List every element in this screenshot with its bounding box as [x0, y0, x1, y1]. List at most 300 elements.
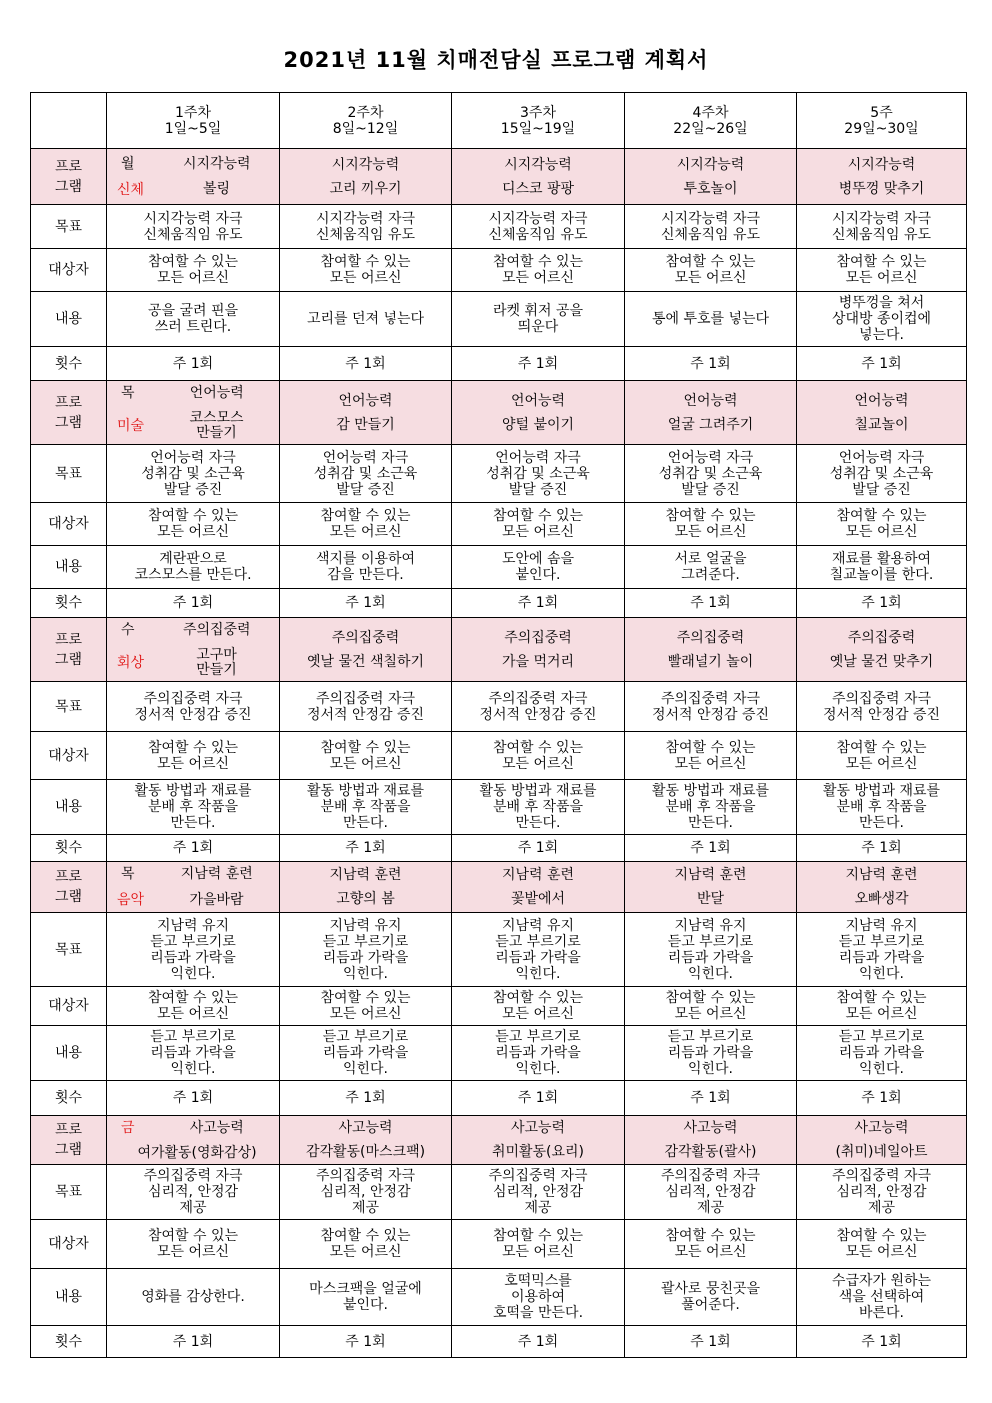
- program-activity: 고향의 봄: [336, 891, 395, 907]
- content-cell-line: 영화를 감상한다.: [141, 1289, 245, 1305]
- goal-cell-line: 심리적, 안정감: [836, 1184, 927, 1200]
- target-cell-line: 참여할 수 있는: [147, 1228, 239, 1244]
- program-label-line: 프로: [54, 631, 83, 648]
- week-label: 1주차: [175, 104, 211, 121]
- target-cell-line: 모든 어르신: [674, 1244, 747, 1260]
- goal-cell-line: 신체움직임 유도: [488, 226, 588, 243]
- content-label: 내용: [31, 1269, 107, 1326]
- goal-cell-line: 정서적 안정감 증진: [479, 706, 597, 723]
- goal-label: 목표: [31, 682, 107, 732]
- goal-cell-line: 주의집중력 자극: [315, 690, 416, 707]
- program-activity: 감각활동(마스크팩): [305, 1144, 426, 1160]
- goal-cell-line: 제공: [351, 1200, 380, 1216]
- goal-cell-line: 주의집중력 자극: [143, 690, 243, 707]
- program-activity: 칠교놀이: [854, 416, 909, 433]
- program-activity: 병뚜껑 맞추기: [838, 180, 925, 197]
- goal-cell-line: 발달 증진: [163, 481, 223, 498]
- target-cell: [797, 503, 967, 546]
- target-cell: [797, 1220, 967, 1269]
- program-label-line: 그램: [54, 1142, 83, 1158]
- content-cell-line: 띄운다: [517, 319, 559, 335]
- goal-cell-line: 지남력 유지: [845, 917, 918, 934]
- program-label-line: 프로: [54, 158, 83, 175]
- program-row: [31, 1116, 967, 1165]
- program-area: 언어능력: [189, 384, 244, 401]
- goal-label: 목표: [31, 205, 107, 249]
- program-area: 주의집중력: [331, 629, 400, 646]
- content-cell-line: 도안에 솜을: [501, 551, 575, 567]
- content-cell-line: 색을 선택하여: [838, 1289, 925, 1305]
- target-cell-line: 참여할 수 있는: [836, 254, 927, 270]
- goal-cell-line: 발달 증진: [852, 481, 911, 498]
- program-row: [31, 618, 967, 682]
- goal-cell: [797, 682, 967, 732]
- content-cell: [280, 546, 452, 589]
- content-cell-line: 넣는다.: [858, 327, 905, 343]
- target-cell: [625, 503, 797, 546]
- target-cell-line: 참여할 수 있는: [320, 254, 411, 270]
- program-area: 주의집중력: [676, 629, 745, 646]
- content-cell: [625, 780, 797, 835]
- goal-cell: [625, 1165, 797, 1220]
- goal-cell-line: 지남력 유지: [156, 917, 230, 934]
- program-label-line: 프로: [54, 869, 83, 885]
- target-cell: [107, 503, 280, 546]
- week-label: 3주차: [520, 104, 556, 121]
- content-cell: [797, 1026, 967, 1081]
- program-activity-line: 만들기: [196, 424, 237, 441]
- program-activity: 얼굴 그려주기: [667, 416, 754, 433]
- goal-cell-line: 시지각능력 자극: [488, 210, 588, 227]
- program-cell: [280, 862, 452, 913]
- content-cell-line: 재료를 활용하여: [831, 551, 932, 567]
- target-cell: [797, 732, 967, 780]
- program-label: [31, 149, 107, 205]
- target-cell-line: 모든 어르신: [845, 270, 918, 286]
- goal-cell-line: 익힌다.: [858, 965, 905, 982]
- goal-cell-line: 제공: [179, 1200, 207, 1216]
- target-cell: [452, 732, 625, 780]
- program-cell: [797, 381, 967, 445]
- program-day: 목: [121, 384, 135, 401]
- week-header-row: [31, 93, 967, 149]
- target-cell-line: 모든 어르신: [501, 524, 575, 540]
- program-activity: [156, 648, 277, 678]
- goal-cell-line: 리듬과 가락을: [322, 949, 409, 966]
- content-cell-line: 붙인다.: [515, 567, 561, 583]
- program-type-line: [109, 1146, 277, 1161]
- program-label-line: 그램: [54, 889, 83, 905]
- program-cell: [625, 149, 797, 205]
- program-cell: [797, 618, 967, 682]
- program-type-line: [109, 182, 277, 198]
- content-cell-line: 듣고 부르기로: [495, 1029, 581, 1045]
- program-activity: 옛날 물건 맞추기: [829, 653, 934, 670]
- target-cell-line: 모든 어르신: [329, 270, 402, 286]
- target-cell-line: 모든 어르신: [501, 755, 575, 772]
- content-cell: [625, 292, 797, 347]
- goal-row: [31, 205, 967, 249]
- program-cell: [625, 862, 797, 913]
- content-cell-line: 익힌다.: [515, 1061, 561, 1077]
- content-cell-line: 활동 방법과 재료를: [134, 783, 252, 799]
- count-cell: 주 1회: [280, 1081, 452, 1116]
- content-cell-line: 상대방 종이컵에: [831, 311, 932, 327]
- goal-cell-line: 지남력 유지: [674, 917, 747, 934]
- target-cell: [625, 249, 797, 292]
- content-cell-line: 듣고 부르기로: [150, 1029, 236, 1045]
- goal-cell: [452, 1165, 625, 1220]
- content-cell: [797, 292, 967, 347]
- target-cell-line: 모든 어르신: [156, 270, 230, 286]
- week-header: [280, 93, 452, 149]
- target-label: 대상자: [31, 732, 107, 780]
- content-cell: [797, 1269, 967, 1326]
- content-cell-line: 호떡믹스를: [504, 1273, 572, 1289]
- target-cell-line: 참여할 수 있는: [147, 254, 239, 270]
- goal-cell-line: 발달 증진: [508, 481, 568, 498]
- goal-cell-line: 성취감 및 소근육: [141, 465, 245, 482]
- program-cell: [625, 381, 797, 445]
- target-cell-line: 모든 어르신: [156, 524, 230, 540]
- goal-cell: [280, 913, 452, 987]
- content-label: 내용: [31, 546, 107, 589]
- target-cell-line: 참여할 수 있는: [665, 254, 756, 270]
- program-activity: 여가활동(영화감상): [137, 1144, 257, 1161]
- count-label: 횟수: [31, 1326, 107, 1358]
- target-cell-line: 모든 어르신: [845, 755, 918, 772]
- target-cell-line: 참여할 수 있는: [492, 990, 584, 1006]
- content-cell: [452, 292, 625, 347]
- program-area: 시지각능력: [676, 156, 745, 173]
- goal-cell-line: 익힌다.: [170, 965, 216, 982]
- target-cell-line: 모든 어르신: [845, 524, 918, 540]
- goal-cell: [625, 205, 797, 249]
- content-label: 내용: [31, 780, 107, 835]
- program-activity-line: 코스모스: [189, 409, 244, 426]
- page-title: 2021년 11월 치매전담실 프로그램 계획서: [283, 48, 709, 72]
- goal-cell-line: 성취감 및 소근육: [486, 465, 590, 482]
- target-cell-line: 참여할 수 있는: [665, 990, 756, 1006]
- target-cell-line: 모든 어르신: [845, 1006, 918, 1022]
- program-activity: 꽃밭에서: [510, 891, 566, 907]
- content-cell: [452, 1026, 625, 1081]
- content-cell: [280, 780, 452, 835]
- content-cell-line: 호떡을 만든다.: [492, 1305, 584, 1321]
- content-cell-line: 고리를 던져 넣는다: [306, 311, 425, 327]
- goal-cell-line: 리듬과 가락을: [495, 949, 581, 966]
- goal-cell-line: 정서적 안정감 증진: [306, 706, 425, 723]
- content-cell-line: 분배 후 작품을: [147, 799, 239, 815]
- content-cell-line: 리듬과 가락을: [495, 1045, 581, 1061]
- target-cell-line: 참여할 수 있는: [836, 1228, 927, 1244]
- count-cell: 주 1회: [452, 1081, 625, 1116]
- program-plan-table: [30, 92, 967, 1358]
- program-type: 음악: [117, 892, 145, 908]
- content-cell: [107, 1026, 280, 1081]
- content-cell-line: 수급자가 원하는: [831, 1273, 932, 1289]
- goal-cell-line: 신체움직임 유도: [143, 226, 243, 243]
- program-area: 사고능력: [854, 1120, 909, 1136]
- content-cell-line: 만든다.: [687, 815, 734, 831]
- goal-cell-line: 성취감 및 소근육: [313, 465, 418, 482]
- program-activity-line: 만들기: [196, 661, 237, 678]
- target-row: [31, 503, 967, 546]
- program-cell-week1: [107, 1116, 280, 1165]
- goal-cell: [107, 205, 280, 249]
- program-row: [31, 149, 967, 205]
- content-cell-line: 서로 얼굴을: [674, 551, 747, 567]
- content-cell-line: 리듬과 가락을: [322, 1045, 409, 1061]
- goal-cell: [107, 1165, 280, 1220]
- program-activity: 감각활동(괄사): [664, 1144, 757, 1160]
- program-activity: (취미)네일아트: [835, 1144, 928, 1160]
- content-row: [31, 1269, 967, 1326]
- program-activity: [156, 411, 277, 441]
- program-area: 시지각능력: [182, 155, 251, 172]
- week-header: [625, 93, 797, 149]
- week-header: [107, 93, 280, 149]
- program-cell: [797, 862, 967, 913]
- goal-cell-line: 신체움직임 유도: [315, 226, 416, 243]
- goal-cell-line: 듣고 부르기로: [150, 933, 236, 950]
- goal-cell: [452, 205, 625, 249]
- target-cell: [280, 503, 452, 546]
- goal-cell-line: 주의집중력 자극: [831, 1168, 932, 1184]
- content-cell-line: 이용하여: [510, 1289, 566, 1305]
- target-row: [31, 732, 967, 780]
- count-cell: 주 1회: [107, 589, 280, 618]
- program-area: 언어능력: [854, 392, 909, 409]
- goal-cell: [625, 682, 797, 732]
- goal-cell-line: 시지각능력 자극: [143, 210, 243, 227]
- week-dates: 22일~26일: [673, 120, 748, 137]
- program-day: 수: [121, 621, 135, 638]
- goal-cell-line: 정서적 안정감 증진: [822, 706, 941, 723]
- target-row: [31, 249, 967, 292]
- content-cell-line: 만든다.: [170, 815, 216, 831]
- content-cell-line: 활동 방법과 재료를: [651, 783, 770, 799]
- content-cell: [625, 1269, 797, 1326]
- target-cell: [280, 1220, 452, 1269]
- program-cell: [280, 618, 452, 682]
- count-cell: 주 1회: [452, 835, 625, 862]
- target-cell-line: 참여할 수 있는: [492, 508, 584, 524]
- program-cell: [452, 381, 625, 445]
- target-cell-line: 모든 어르신: [501, 270, 575, 286]
- content-label: 내용: [31, 292, 107, 347]
- content-row: [31, 546, 967, 589]
- target-cell-line: 참여할 수 있는: [147, 990, 239, 1006]
- goal-cell-line: 성취감 및 소근육: [829, 465, 934, 482]
- goal-cell-line: 정서적 안정감 증진: [134, 706, 252, 723]
- content-cell-line: 활동 방법과 재료를: [306, 783, 425, 799]
- content-cell: [797, 546, 967, 589]
- content-cell-line: 통에 투호를 넣는다: [651, 311, 770, 327]
- goal-cell-line: 익힌다.: [687, 965, 734, 982]
- target-cell: [107, 987, 280, 1026]
- program-label: [31, 618, 107, 682]
- program-activity: 오빠생각: [854, 891, 909, 907]
- target-cell-line: 모든 어르신: [674, 270, 747, 286]
- program-type-line: [109, 892, 277, 908]
- program-day-line: [109, 385, 277, 401]
- program-area: 지남력 훈련: [329, 867, 402, 883]
- goal-cell: [107, 445, 280, 503]
- goal-cell: [280, 1165, 452, 1220]
- goal-cell-line: 듣고 부르기로: [667, 933, 754, 950]
- program-activity: 가을바람: [189, 891, 244, 908]
- goal-cell-line: 주의집중력 자극: [831, 690, 932, 707]
- content-cell-line: 분배 후 작품을: [492, 799, 584, 815]
- content-cell-line: 익힌다.: [858, 1061, 905, 1077]
- program-day-line: [109, 866, 277, 882]
- target-cell: [107, 249, 280, 292]
- program-area: 시지각능력: [331, 156, 400, 173]
- goal-cell-line: 리듬과 가락을: [150, 949, 236, 966]
- goal-label: 목표: [31, 445, 107, 503]
- target-cell-line: 참여할 수 있는: [665, 739, 756, 756]
- program-label: [31, 1116, 107, 1165]
- program-area: 지남력 훈련: [180, 866, 253, 882]
- count-cell: 주 1회: [452, 347, 625, 381]
- content-cell-line: 활동 방법과 재료를: [479, 783, 597, 799]
- goal-cell-line: 시지각능력 자극: [660, 210, 761, 227]
- count-cell: 주 1회: [107, 1081, 280, 1116]
- goal-cell-line: 신체움직임 유도: [660, 226, 761, 243]
- target-cell-line: 참여할 수 있는: [492, 739, 584, 756]
- target-label: 대상자: [31, 987, 107, 1026]
- target-cell-line: 모든 어르신: [674, 524, 747, 540]
- content-cell-line: 리듬과 가락을: [150, 1045, 236, 1061]
- content-cell-line: 익힌다.: [687, 1061, 734, 1077]
- target-cell-line: 참여할 수 있는: [665, 508, 756, 524]
- program-cell: [280, 149, 452, 205]
- program-activity: 디스코 팡팡: [501, 180, 575, 197]
- program-cell-week1: [107, 618, 280, 682]
- program-cell-week1: [107, 862, 280, 913]
- content-cell-line: 듣고 부르기로: [838, 1029, 925, 1045]
- program-area: 지남력 훈련: [674, 867, 747, 883]
- count-cell: 주 1회: [625, 835, 797, 862]
- content-row: [31, 292, 967, 347]
- program-cell: [452, 1116, 625, 1165]
- goal-row: [31, 682, 967, 732]
- program-area: 언어능력: [510, 392, 566, 409]
- target-cell: [452, 987, 625, 1026]
- target-cell-line: 참여할 수 있는: [320, 508, 411, 524]
- goal-cell-line: 정서적 안정감 증진: [651, 706, 770, 723]
- goal-cell-line: 주의집중력 자극: [660, 1168, 761, 1184]
- content-cell-line: 활동 방법과 재료를: [822, 783, 941, 799]
- content-cell: [452, 546, 625, 589]
- target-label: 대상자: [31, 503, 107, 546]
- program-activity: 빨래널기 놀이: [667, 653, 754, 670]
- week-header: [452, 93, 625, 149]
- goal-cell-line: 시지각능력 자극: [315, 210, 416, 227]
- program-activity: 취미활동(요리): [491, 1144, 585, 1160]
- count-label: 횟수: [31, 589, 107, 618]
- target-cell-line: 모든 어르신: [501, 1244, 575, 1260]
- target-cell-line: 참여할 수 있는: [320, 990, 411, 1006]
- program-area: 사고능력: [683, 1120, 738, 1136]
- count-label: 횟수: [31, 835, 107, 862]
- goal-cell: [797, 1165, 967, 1220]
- count-cell: 주 1회: [280, 835, 452, 862]
- goal-cell-line: 주의집중력 자극: [143, 1168, 243, 1184]
- program-label-line: 프로: [54, 394, 83, 411]
- content-cell: [107, 546, 280, 589]
- content-cell-line: 라켓 휘저 공을: [492, 303, 584, 319]
- goal-cell-line: 발달 증진: [681, 481, 740, 498]
- goal-cell-line: 언어능력 자극: [150, 449, 236, 466]
- count-row: [31, 1326, 967, 1358]
- target-cell-line: 모든 어르신: [329, 1244, 402, 1260]
- content-cell-line: 색지를 이용하여: [315, 551, 416, 567]
- corner-cell: [31, 93, 107, 149]
- content-cell-line: 듣고 부르기로: [667, 1029, 754, 1045]
- target-cell-line: 참여할 수 있는: [147, 739, 239, 756]
- content-cell: [625, 1026, 797, 1081]
- program-label-line: 그램: [54, 178, 83, 195]
- program-day: 금: [121, 1119, 135, 1136]
- target-cell-line: 참여할 수 있는: [492, 254, 584, 270]
- goal-label: 목표: [31, 1165, 107, 1220]
- goal-cell: [625, 913, 797, 987]
- goal-cell-line: 익힌다.: [515, 965, 561, 982]
- target-cell-line: 참여할 수 있는: [320, 1228, 411, 1244]
- target-cell-line: 참여할 수 있는: [665, 1228, 756, 1244]
- content-cell-line: 그려준다.: [681, 567, 740, 583]
- content-cell-line: 리듬과 가락을: [838, 1045, 925, 1061]
- target-cell-line: 참여할 수 있는: [492, 1228, 584, 1244]
- count-row: [31, 589, 967, 618]
- content-cell-line: 쓰러 트린다.: [154, 319, 232, 335]
- content-cell-line: 괄사로 뭉친곳을: [660, 1281, 761, 1297]
- content-cell-line: 분배 후 작품을: [320, 799, 411, 815]
- program-area: 언어능력: [683, 392, 738, 409]
- program-day-line: [109, 156, 277, 172]
- count-label: 횟수: [31, 347, 107, 381]
- target-cell: [107, 732, 280, 780]
- goal-cell-line: 주의집중력 자극: [315, 1168, 416, 1184]
- program-cell: [452, 149, 625, 205]
- content-cell: [452, 780, 625, 835]
- program-label-line: 그램: [54, 651, 83, 668]
- program-day-line: [109, 1120, 277, 1136]
- program-activity-line: 고구마: [196, 646, 237, 663]
- goal-cell-line: 듣고 부르기로: [838, 933, 925, 950]
- program-area: 사고능력: [189, 1119, 244, 1136]
- program-activity: 감 만들기: [336, 416, 395, 433]
- content-cell-line: 칠교놀이를 한다.: [829, 567, 934, 583]
- content-cell: [797, 780, 967, 835]
- content-cell-line: 리듬과 가락을: [667, 1045, 754, 1061]
- content-cell: [107, 292, 280, 347]
- count-row: [31, 1081, 967, 1116]
- program-activity: 옛날 물건 색칠하기: [306, 653, 425, 670]
- program-label: [31, 862, 107, 913]
- program-area: 주의집중력: [504, 629, 572, 646]
- program-label: [31, 381, 107, 445]
- goal-cell: [107, 682, 280, 732]
- content-cell-line: 분배 후 작품을: [665, 799, 756, 815]
- goal-cell-line: 주의집중력 자극: [488, 1168, 588, 1184]
- content-cell-line: 듣고 부르기로: [322, 1029, 409, 1045]
- count-label: 횟수: [31, 1081, 107, 1116]
- program-cell-week1: [107, 149, 280, 205]
- program-area: 주의집중력: [182, 621, 251, 638]
